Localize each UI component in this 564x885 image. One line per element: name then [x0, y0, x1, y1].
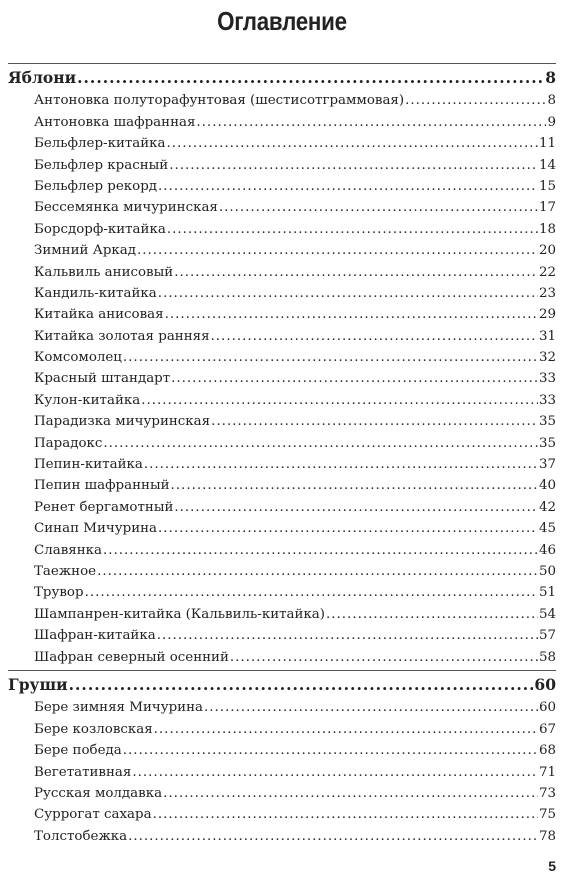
toc-page-number: 54 — [538, 606, 556, 622]
toc-entry-title: Толстобежка — [34, 828, 128, 844]
toc-entry-title: Славянка — [34, 542, 102, 558]
toc-entry[interactable] — [8, 783, 556, 804]
dot-leader — [137, 240, 538, 261]
dot-leader — [128, 826, 538, 847]
toc-entry-title: Шафран-китайка — [34, 628, 156, 644]
toc-entry-title: Бельфлер красный — [34, 157, 169, 173]
toc-page-number: 18 — [538, 221, 556, 237]
toc-page-number: 42 — [538, 499, 556, 515]
toc-page-number: 35 — [538, 435, 556, 451]
toc-entry[interactable] — [8, 176, 556, 197]
toc-entry[interactable] — [8, 825, 556, 846]
dot-leader — [174, 262, 538, 283]
toc-page-number: 50 — [538, 563, 556, 579]
toc-entry[interactable] — [8, 197, 556, 218]
dot-leader — [326, 604, 538, 625]
toc-entry-title: Антоновка шафранная — [34, 114, 196, 130]
toc-entry[interactable] — [8, 518, 556, 539]
toc-page-number: 23 — [538, 285, 556, 301]
toc-page-number: 8 — [545, 68, 556, 87]
dot-leader — [167, 219, 538, 240]
dot-leader — [157, 625, 538, 646]
dot-leader — [123, 347, 538, 368]
toc-entry-title: Бельфлер рекорд — [34, 178, 158, 194]
toc-page-number: 78 — [538, 828, 556, 844]
dot-leader — [153, 804, 538, 825]
toc-entry-title: Пепин шафранный — [34, 478, 170, 494]
dot-leader — [196, 112, 546, 133]
toc-entry-title: Бере победа — [34, 743, 122, 759]
toc-page-number: 8 — [547, 93, 556, 109]
toc-entry-title: Груши — [8, 675, 68, 694]
toc-section-apples — [8, 66, 556, 668]
dot-leader — [204, 697, 538, 718]
dot-leader — [123, 740, 538, 761]
dot-leader — [141, 390, 538, 411]
dot-leader — [77, 66, 544, 90]
toc-page-number: 29 — [538, 307, 556, 323]
toc-entry-title: Красный штандарт — [34, 371, 171, 387]
toc-page-number: 37 — [538, 457, 556, 473]
toc-page-number: 9 — [547, 114, 556, 130]
toc-entry-title: Парадизка мичуринская — [34, 414, 211, 430]
toc-page-number: 20 — [538, 243, 556, 259]
dot-leader — [69, 673, 534, 697]
toc-page-number: 58 — [538, 649, 556, 665]
toc-entry-title: Ренет бергамотный — [34, 499, 174, 515]
toc-page-number: 33 — [538, 392, 556, 408]
toc-section-heading[interactable] — [8, 673, 556, 697]
toc-entry-title: Бере зимняя Мичурина — [34, 700, 204, 716]
dot-leader — [174, 497, 538, 518]
dot-leader — [165, 304, 538, 325]
dot-leader — [211, 326, 538, 347]
toc-entry-title: Русская молдавка — [34, 785, 163, 801]
toc-entry[interactable] — [8, 804, 556, 825]
toc-entry-title: Шафран северный осенний — [34, 649, 229, 665]
toc-page-number: 60 — [538, 700, 556, 716]
dot-leader — [219, 197, 538, 218]
toc-entry-title: Яблони — [8, 68, 77, 87]
toc-entry[interactable] — [8, 432, 556, 453]
toc-entry[interactable] — [8, 304, 556, 325]
toc-entry[interactable] — [8, 761, 556, 782]
toc-section-pears — [8, 673, 556, 847]
toc-entry[interactable] — [8, 454, 556, 475]
toc-entry[interactable] — [8, 261, 556, 282]
toc-entry-title: Китайка анисовая — [34, 307, 164, 323]
toc-entry[interactable] — [8, 283, 556, 304]
toc-entry-title: Кандиль-китайка — [34, 285, 157, 301]
toc-entry[interactable] — [8, 582, 556, 603]
toc-page-number: 35 — [538, 414, 556, 430]
page-title: Оглавление — [217, 6, 347, 36]
section-divider — [8, 670, 556, 671]
toc-section-heading[interactable] — [8, 66, 556, 90]
toc-entry-title: Суррогат сахара — [34, 807, 152, 823]
toc-entry-title: Парадокс — [34, 435, 103, 451]
dot-leader — [171, 368, 538, 389]
toc-entry[interactable] — [8, 218, 556, 239]
toc-entry-title: Бессемянка мичуринская — [34, 200, 218, 216]
dot-leader — [171, 475, 538, 496]
toc-entry-title: Синап Мичурина — [34, 521, 158, 537]
toc-page-number: 15 — [538, 178, 556, 194]
section-divider — [8, 63, 556, 64]
dot-leader — [163, 783, 538, 804]
toc-page-number: 32 — [538, 350, 556, 366]
toc-entry[interactable] — [8, 496, 556, 517]
toc-entry-title: Вегетативная — [34, 764, 132, 780]
toc-entry[interactable] — [8, 561, 556, 582]
toc-entry-title: Комсомолец — [34, 350, 122, 366]
toc-entry-title: Пепин-китайка — [34, 457, 143, 473]
dot-leader — [167, 133, 538, 154]
toc-page-number: 40 — [538, 478, 556, 494]
toc-page-number: 60 — [534, 675, 556, 694]
dot-leader — [158, 518, 538, 539]
toc-entry[interactable] — [8, 625, 556, 646]
toc-page-number: 68 — [538, 743, 556, 759]
toc-entry[interactable] — [8, 603, 556, 624]
toc-page-number: 75 — [538, 807, 556, 823]
dot-leader — [97, 561, 538, 582]
toc-entry-title: Шампанрен-китайка (Кальвиль-китайка) — [34, 606, 326, 622]
toc-entry[interactable] — [8, 697, 556, 718]
toc-entry[interactable] — [8, 154, 556, 175]
dot-leader — [103, 540, 538, 561]
toc-entry-title: Антоновка полуторафунтовая (шестисотграммовая) — [34, 93, 405, 109]
toc-entry-title: Китайка золотая ранняя — [34, 328, 210, 344]
toc-page-number: 17 — [538, 200, 556, 216]
toc-entry-title: Кулон-китайка — [34, 392, 141, 408]
toc-page-number: 33 — [538, 371, 556, 387]
toc-page-number: 46 — [538, 542, 556, 558]
toc-entry-title: Бельфлер-китайка — [34, 136, 166, 152]
toc-entry[interactable] — [8, 347, 556, 368]
dot-leader — [154, 719, 538, 740]
toc-page-number: 57 — [538, 628, 556, 644]
toc-entry-title: Борсдорф-китайка — [34, 221, 166, 237]
toc-entry[interactable] — [8, 90, 556, 111]
toc-page-number: 51 — [538, 585, 556, 601]
dot-leader — [85, 582, 538, 603]
toc-entry[interactable] — [8, 411, 556, 432]
toc-page-number: 14 — [538, 157, 556, 173]
toc-page-number: 67 — [538, 721, 556, 737]
toc-page-number: 22 — [538, 264, 556, 280]
toc-entry[interactable] — [8, 111, 556, 132]
toc-entry-title: Бере козловская — [34, 721, 153, 737]
toc-entry[interactable] — [8, 325, 556, 346]
toc-entry[interactable] — [8, 368, 556, 389]
toc-entry[interactable] — [8, 240, 556, 261]
toc-entry[interactable] — [8, 646, 556, 667]
toc-entry[interactable] — [8, 389, 556, 410]
toc-page-number: 45 — [538, 521, 556, 537]
toc-entry[interactable] — [8, 539, 556, 560]
toc-entry[interactable] — [8, 740, 556, 761]
dot-leader — [158, 283, 538, 304]
dot-leader — [132, 762, 538, 783]
toc-entry-title: Трувор — [34, 585, 84, 601]
toc-entry-title: Кальвиль анисовый — [34, 264, 174, 280]
dot-leader — [169, 155, 538, 176]
dot-leader — [103, 433, 538, 454]
toc-page-number: 71 — [538, 764, 556, 780]
page-number: 5 — [548, 858, 556, 874]
dot-leader — [405, 90, 546, 111]
dot-leader — [158, 176, 538, 197]
dot-leader — [211, 411, 538, 432]
toc-entry-title: Зимний Аркад — [34, 243, 137, 259]
toc-entry[interactable] — [8, 133, 556, 154]
toc-entry[interactable] — [8, 475, 556, 496]
dot-leader — [144, 454, 538, 475]
toc-page-number: 31 — [538, 328, 556, 344]
toc-entry-title: Таежное — [34, 563, 97, 579]
toc-entry[interactable] — [8, 718, 556, 739]
toc-page-number: 11 — [538, 136, 556, 152]
toc-page-number: 73 — [538, 785, 556, 801]
dot-leader — [230, 647, 538, 668]
